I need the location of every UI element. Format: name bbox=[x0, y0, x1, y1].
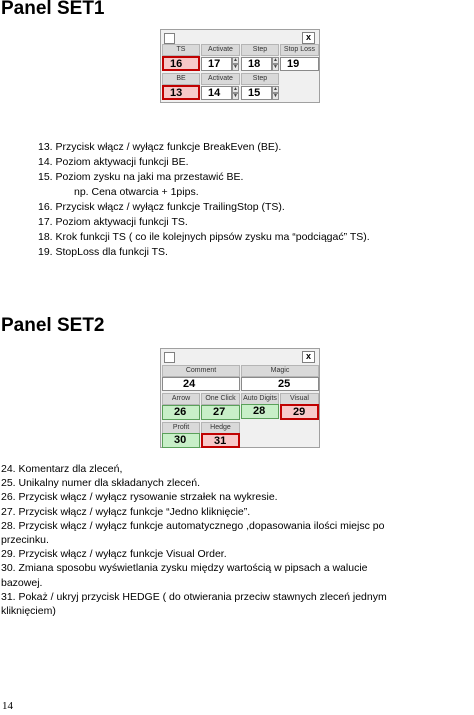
list-item: 28. Przycisk włącz / wyłącz funkcje automatycznego ,dopasowania ilości miejsc po bbox=[1, 519, 385, 532]
close-button[interactable]: x bbox=[302, 32, 315, 44]
list-item: 25. Unikalny numer dla składanych zleceń. bbox=[1, 477, 201, 490]
arrow-toggle-button[interactable]: 26 bbox=[162, 405, 200, 420]
spin-up-icon[interactable]: ▲ bbox=[273, 57, 278, 63]
ts-activate-input[interactable]: 17 bbox=[201, 57, 232, 71]
magic-input[interactable]: 25 bbox=[241, 377, 319, 391]
list-item: 15. Poziom zysku na jaki ma przestawić BE. bbox=[38, 171, 244, 183]
panel-set2-heading: Panel SET2 bbox=[1, 315, 105, 336]
list-item: 13. Przycisk włącz / wyłącz funkcje BreakEven (BE). bbox=[38, 141, 282, 153]
list-item: 29. Przycisk włącz / wyłącz funkcje Visual Order. bbox=[1, 548, 227, 561]
page-number: 14 bbox=[2, 700, 13, 712]
close-button[interactable]: x bbox=[302, 351, 315, 363]
spin-up-icon[interactable]: ▲ bbox=[273, 86, 278, 92]
spin-down-icon[interactable]: ▼ bbox=[233, 93, 238, 99]
comment-input[interactable]: 24 bbox=[162, 377, 240, 391]
magic-header: Magic bbox=[241, 365, 319, 377]
list-item: 31. Pokaż / ukryj przycisk HEDGE ( do otwierania przeciw stawnych zleceń jednym bbox=[1, 590, 387, 603]
list-item: 30. Zmiana sposobu wyświetlania zysku między wartością w pipsach a walucie bbox=[1, 562, 368, 575]
visual-header: Visual bbox=[280, 393, 319, 405]
profit-toggle-button[interactable]: 30 bbox=[162, 433, 200, 448]
spin-down-icon[interactable]: ▼ bbox=[273, 64, 278, 70]
panel-set2-description-list bbox=[1, 462, 474, 618]
ts-activate-header: Activate bbox=[201, 44, 240, 56]
list-item: 19. StopLoss dla funkcji TS. bbox=[38, 246, 168, 258]
spin-up-icon[interactable]: ▲ bbox=[233, 86, 238, 92]
spin-up-icon[interactable]: ▲ bbox=[233, 57, 238, 63]
list-item: 27. Przycisk włącz / wyłącz funkcje “Jedno kliknięcie”. bbox=[1, 505, 251, 518]
one-click-header: One Click bbox=[201, 393, 240, 405]
panel-checkbox[interactable] bbox=[164, 33, 175, 44]
ts-header: TS bbox=[162, 44, 200, 56]
list-item: przecinku. bbox=[1, 534, 49, 547]
profit-header: Profit bbox=[162, 422, 200, 434]
comment-header: Comment bbox=[162, 365, 240, 377]
panel-set1-description-list bbox=[38, 140, 370, 260]
hedge-header: Hedge bbox=[201, 422, 240, 434]
spin-down-icon[interactable]: ▼ bbox=[233, 64, 238, 70]
auto-digits-header: Auto Digits bbox=[241, 393, 279, 405]
list-item: np. Cena otwarcia + 1pips. bbox=[74, 186, 199, 198]
list-item: bazowej. bbox=[1, 576, 43, 589]
list-item: 18. Krok funkcji TS ( co ile kolejnych pipsów zysku ma “podciągać” TS). bbox=[38, 231, 370, 243]
list-item: 17. Poziom aktywacji funkcji TS. bbox=[38, 216, 188, 228]
be-activate-input[interactable]: 14 bbox=[201, 86, 232, 100]
be-activate-header: Activate bbox=[201, 73, 240, 85]
panel-set2 bbox=[160, 348, 320, 448]
hedge-toggle-button[interactable]: 31 bbox=[201, 433, 240, 448]
be-step-input[interactable]: 15 bbox=[241, 86, 272, 100]
panel-checkbox[interactable] bbox=[164, 352, 175, 363]
list-item: kliknięciem) bbox=[1, 605, 56, 618]
ts-stoploss-input[interactable]: 19 bbox=[280, 57, 319, 71]
be-toggle-button[interactable]: 13 bbox=[162, 85, 200, 100]
visual-toggle-button[interactable]: 29 bbox=[280, 404, 319, 420]
list-item: 24. Komentarz dla zleceń, bbox=[1, 463, 123, 475]
ts-toggle-button[interactable]: 16 bbox=[162, 56, 200, 71]
arrow-header: Arrow bbox=[162, 393, 200, 405]
one-click-toggle-button[interactable]: 27 bbox=[201, 405, 240, 420]
panel-set1-heading: Panel SET1 bbox=[1, 0, 105, 19]
ts-stoploss-header: Stop Loss bbox=[280, 44, 319, 56]
list-item: 26. Przycisk włącz / wyłącz rysowanie strzałek na wykresie. bbox=[1, 491, 278, 504]
spin-down-icon[interactable]: ▼ bbox=[273, 93, 278, 99]
ts-step-input[interactable]: 18 bbox=[241, 57, 272, 71]
be-header: BE bbox=[162, 73, 200, 85]
auto-digits-toggle-button[interactable]: 28 bbox=[241, 404, 279, 419]
be-step-header: Step bbox=[241, 73, 279, 85]
panel-set1 bbox=[160, 29, 320, 103]
ts-step-header: Step bbox=[241, 44, 279, 56]
list-item: 16. Przycisk włącz / wyłącz funkcje TrailingStop (TS). bbox=[38, 201, 285, 213]
list-item: 14. Poziom aktywacji funkcji BE. bbox=[38, 156, 189, 168]
